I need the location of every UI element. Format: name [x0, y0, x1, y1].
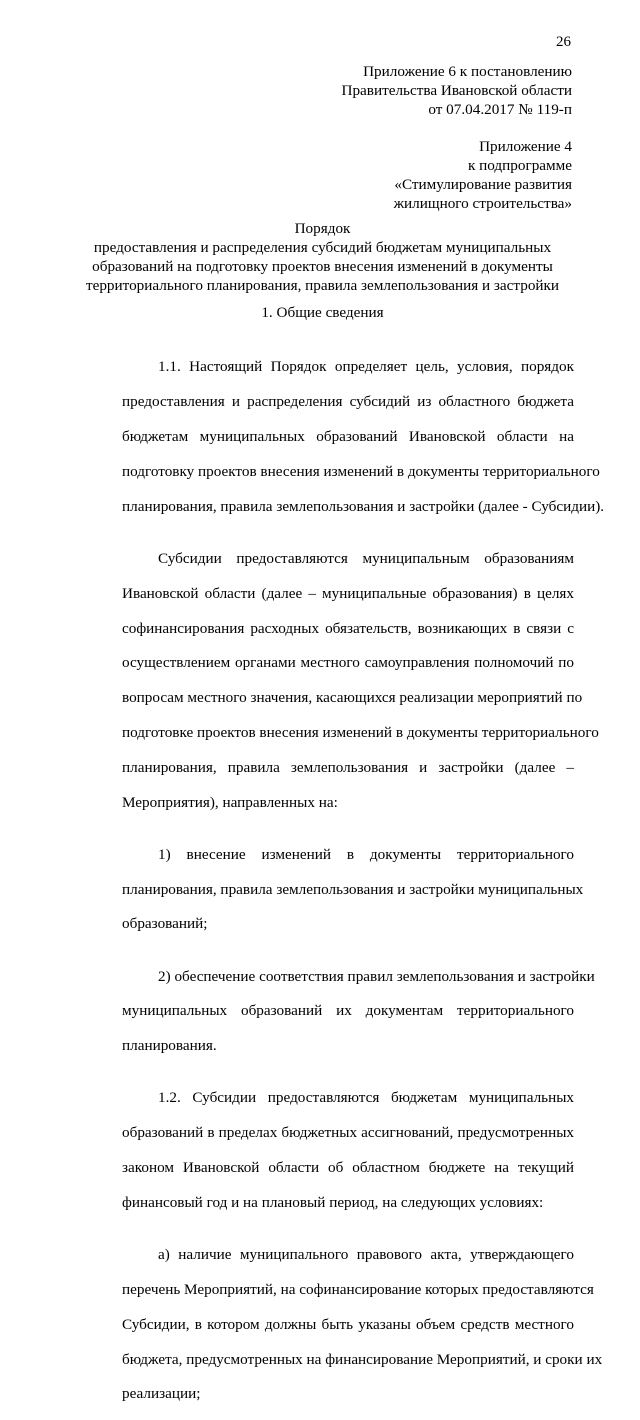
annex-header-main: [342, 62, 573, 119]
text-line: муниципальных образований их документам территориального: [122, 1002, 574, 1020]
text-line: Ивановской области (далее – муниципальные образования) в целях: [122, 584, 574, 602]
title-line: Порядок: [294, 220, 351, 237]
text-line: бюджетам муниципальных образований Ивановской области на: [122, 428, 574, 446]
text-line: бюджета, предусмотренных на финансирование Мероприятий, и сроки их: [122, 1350, 603, 1368]
body-text: [86, 341, 605, 1420]
text-line: планирования.: [122, 1037, 217, 1055]
text-line: подготовке проектов внесения изменений в документы территориального: [122, 723, 599, 741]
paragraph-1-2: [86, 1072, 574, 1229]
text-line: планирования, правила землепользования и застройки муниципальных: [122, 880, 584, 898]
text-line: образований в пределах бюджетных ассигнований, предусмотренных: [122, 1124, 574, 1142]
annex-line: Приложение 4: [479, 138, 572, 155]
text-line: софинансирования расходных обязательств, возникающих в связи с: [122, 619, 574, 637]
annex-line: «Стимулирование развития: [394, 176, 572, 193]
annex-line: Приложение 6 к постановлению: [363, 63, 572, 80]
title-line: образований на подготовку проектов внесения изменений в документы: [92, 258, 553, 275]
text-line: 1.2. Субсидии предоставляются бюджетам муниципальных: [158, 1089, 574, 1107]
text-line: осуществлением органами местного самоуправления полномочий по: [122, 654, 574, 672]
section-heading: 1. Общие сведения: [261, 304, 384, 321]
paragraph-item-2: [86, 950, 595, 1072]
text-line: Мероприятия), направленных на:: [122, 793, 338, 811]
text-line: перечень Мероприятий, на софинансирование которых предоставляются: [122, 1280, 594, 1298]
paragraph-item-a: [86, 1229, 603, 1420]
annex-header-sub: [394, 137, 572, 213]
text-line: вопросам местного значения, касающихся реализации мероприятий по: [122, 689, 583, 707]
text-line: Субсидии предоставляются муниципальным образованиям: [158, 549, 574, 567]
paragraph-item-1: [86, 828, 584, 950]
page-number: 26: [556, 34, 571, 50]
text-line: планирования, правила землепользования и застройки (далее –: [122, 758, 574, 776]
text-line: 1.1. Настоящий Порядок определяет цель, условия, порядок: [158, 358, 574, 376]
annex-line: от 07.04.2017 № 119-п: [428, 101, 572, 118]
text-line: финансовый год и на плановый период, на следующих условиях:: [122, 1193, 544, 1211]
text-line: а) наличие муниципального правового акта, утверждающего: [158, 1246, 574, 1264]
annex-line: Правительства Ивановской области: [341, 82, 572, 99]
text-line: законом Ивановской области об областном бюджете на текущий: [122, 1159, 574, 1177]
text-line: планирования, правила землепользования и застройки (далее - Субсидии).: [122, 497, 605, 515]
text-line: Субсидии, в котором должны быть указаны объем средств местного: [122, 1315, 574, 1333]
text-line: 2) обеспечение соответствия правил землепользования и застройки: [158, 967, 595, 985]
text-line: подготовку проектов внесения изменений в документы территориального: [122, 462, 600, 480]
text-line: 1) внесение изменений в документы территориального: [158, 845, 574, 863]
title-line: территориального планирования, правила землепользования и застройки: [85, 277, 560, 294]
paragraph-1-1: [86, 341, 605, 532]
text-line: реализации;: [122, 1385, 201, 1403]
paragraph-subsidies: [86, 532, 599, 828]
text-line: образований;: [122, 915, 208, 933]
annex-line: жилищного строительства»: [393, 195, 572, 212]
text-line: предоставления и распределения субсидий из областного бюджета: [122, 393, 574, 411]
document-title: [70, 219, 575, 295]
annex-line: к подпрограмме: [467, 157, 572, 174]
title-line: предоставления и распределения субсидий бюджетам муниципальных: [93, 239, 552, 256]
